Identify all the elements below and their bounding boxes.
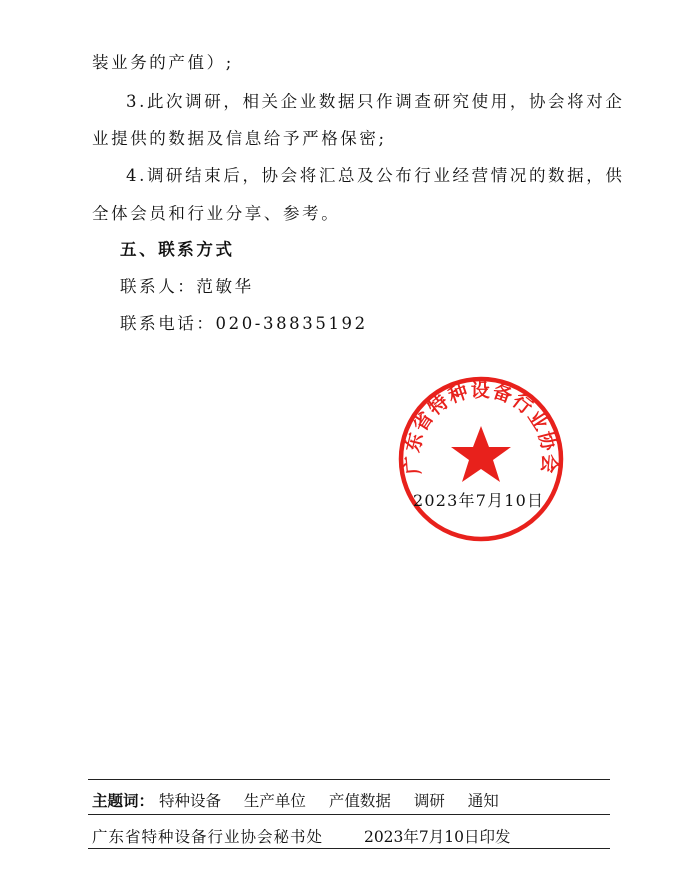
footer-top-rule [88, 779, 610, 780]
issuer: 广东省特种设备行业协会秘书处 [92, 828, 324, 846]
keyword: 生产单位 [243, 792, 306, 810]
contact-phone: 联系电话：020-38835192 [120, 314, 368, 333]
keyword: 特种设备 [158, 792, 221, 810]
body-line-4: 4.调研结束后，协会将汇总及公布行业经营情况的数据，供 [126, 166, 625, 185]
seal-star-icon [451, 426, 511, 482]
keywords-label: 主题词： [92, 792, 155, 810]
keyword: 通知 [467, 792, 499, 810]
body-line-1: 装业务的产值）; [92, 53, 234, 72]
footer-issuer-row [92, 825, 511, 847]
body-line-5: 全体会员和行业分享、参考。 [92, 204, 341, 223]
contact-person: 联系人：范敏华 [120, 277, 254, 296]
signature-date: 2023年7月10日 [413, 491, 545, 510]
keyword: 调研 [413, 792, 445, 810]
section-heading: 五、联系方式 [120, 240, 235, 259]
footer-bottom-rule [88, 848, 610, 849]
footer-keywords [92, 789, 517, 811]
issue-date: 2023年7月10日印发 [363, 828, 511, 846]
body-line-2: 3.此次调研，相关企业数据只作调查研究使用，协会将对企 [126, 92, 625, 111]
footer-middle-rule [88, 814, 610, 815]
keyword: 产值数据 [328, 792, 391, 810]
seal-text: 广东省特种设备行业协会 [401, 379, 561, 476]
body-line-3: 业提供的数据及信息给予严格保密; [92, 129, 387, 148]
official-seal [396, 374, 566, 544]
